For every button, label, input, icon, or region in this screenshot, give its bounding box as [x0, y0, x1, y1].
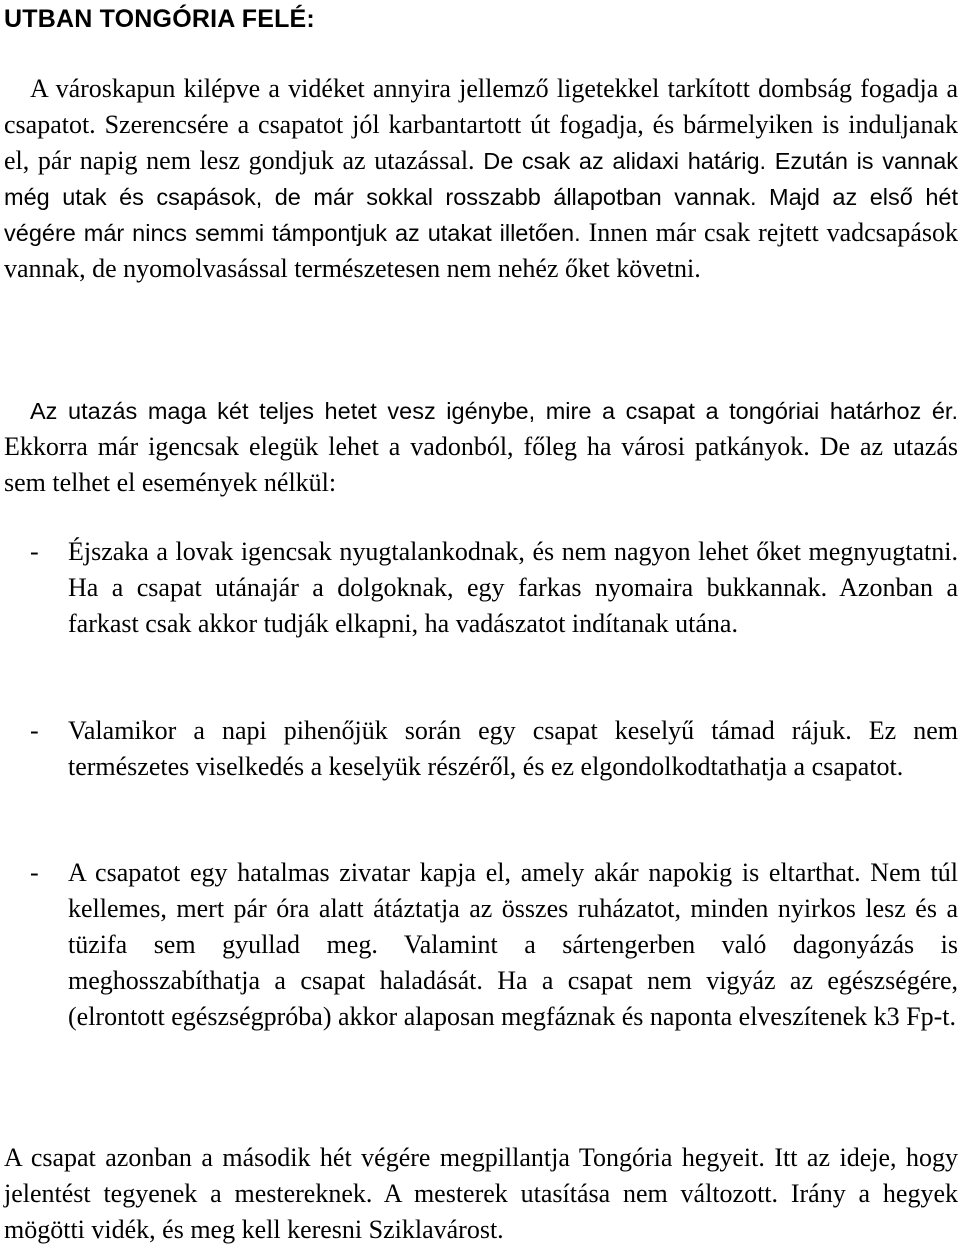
section-heading: UTBAN TONGÓRIA FELÉ:: [4, 5, 315, 33]
paragraph-intro-part2: De csak az alidaxi határig. Ezután is vannak még utak és csapások, de már sokkal rosszabb állapotban vannak. Majd az első hét végére már nincs semmi támpontjuk az utakat illetően.: [4, 148, 959, 246]
list-item: [4, 713, 958, 785]
list-item-text: Éjszaka a lovak igencsak nyugtalankodnak, és nem nagyon lehet őket megnyugtatni. Ha a csapat utánajár a dolgoknak, egy farkas nyomaira bukkannak. Azonban a farkast csak akkor tudják elkapni, ha vadászatot indítanak utána.: [68, 537, 958, 638]
list-item: [4, 855, 958, 1035]
paragraph-intro-part3: Innen már csak rejtett vadcsapások vannak, de nyomolvasással természetesen nem nehéz őket követni.: [4, 218, 958, 283]
bullet-dash: -: [30, 537, 39, 566]
paragraph-journey-part1: Az utazás maga két teljes hetet vesz igénybe, mire a csapat a tongóriai határhoz ér.: [30, 398, 958, 424]
paragraph-intro: [4, 71, 958, 287]
paragraph-journey-part2: Ekkorra már igencsak elegük lehet a vadonból, főleg ha városi patkányok. De az utazás sem telhet el események nélkül:: [4, 432, 958, 497]
bullet-dash: -: [30, 716, 39, 745]
bullet-dash: -: [30, 858, 39, 887]
paragraph-intro-part1: A városkapun kilépve a vidéket annyira jellemző ligetekkel tarkított dombság fogadja a csapatot. Szerencsére a csapatot jól karbantartott út fogadja, és bármelyiken is induljanak el, pár napig nem lesz gondjuk az utazással.: [4, 74, 958, 175]
list-item-text: Valamikor a napi pihenőjük során egy csapat keselyű támad rájuk. Ez nem természetes viselkedés a keselyük részéről, és ez elgondolkodtathatja a csapatot.: [68, 716, 958, 781]
paragraph-journey: [4, 393, 958, 501]
list-item: [4, 534, 958, 642]
paragraph-closing: A csapat azonban a második hét végére megpillantja Tongória hegyeit. Itt az ideje, hogy jelentést tegyenek a mestereknek. A mesterek utasítása nem változott. Irány a hegyek mögötti vidék, és meg kell keresni Sziklavárost.: [4, 1143, 958, 1244]
list-item-text: A csapatot egy hatalmas zivatar kapja el, amely akár napokig is eltarthat. Nem túl kellemes, mert pár óra alatt átáztatja az összes ruházatot, minden nyirkos lesz és a tüzifa sem gyullad meg. Valamint a sártengerben való dagonyázás is meghosszabíthatja a csapat haladását. Ha a csapat nem vigyáz az egészségére, (elrontott egészségpróba) akkor alaposan megfáznak és naponta elveszítenek k3 Fp-t.: [68, 858, 958, 1031]
